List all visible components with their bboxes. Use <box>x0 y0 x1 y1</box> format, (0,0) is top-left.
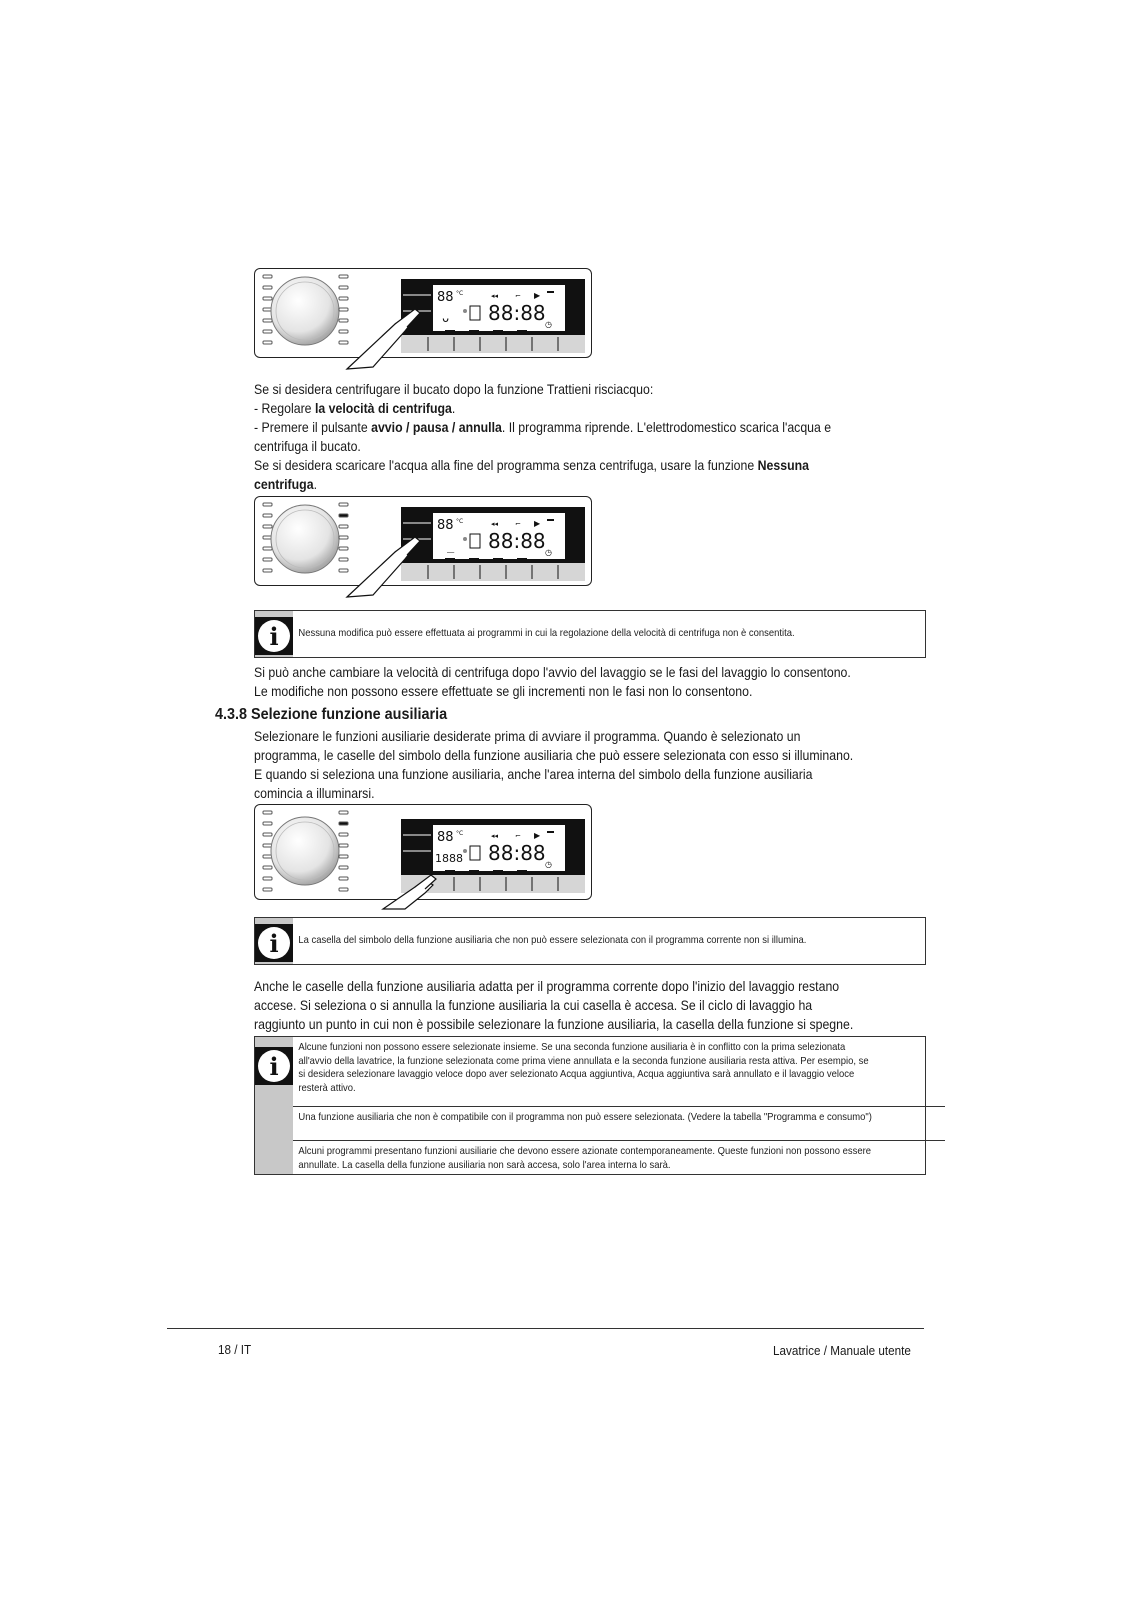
display-time: 88:88 <box>488 301 546 325</box>
svg-text:◷: ◷ <box>545 548 552 557</box>
footer-divider <box>167 1328 924 1329</box>
svg-text:°C: °C <box>456 518 464 525</box>
paragraph-4-line-2: centrifuga. <box>254 476 317 492</box>
svg-text:88: 88 <box>437 518 454 533</box>
paragraph-3-line-2: centrifuga il bucato. <box>254 438 361 454</box>
paragraph-5: Si può anche cambiare la velocità di centrifuga dopo l'avvio del lavaggio se le fasi del lavaggio lo consentono. <box>254 664 851 680</box>
paragraph-7-line-3: raggiunto un punto in cui non è possibile selezionare la funzione ausiliaria, la casella della funzione si spegne. <box>254 1016 854 1032</box>
paragraph-5-line-2: Le modifiche non possono essere effettuate se gli incrementi non le fasi non lo consentono. <box>254 683 753 699</box>
svg-text:°C: °C <box>456 290 464 297</box>
paragraph-6: Selezionare le funzioni ausiliarie desiderate prima di avviare il programma. Quando è selezionato un <box>254 728 801 744</box>
control-panel-illustration-1 <box>254 268 592 358</box>
info-icon: i <box>255 617 293 655</box>
svg-text:◷: ◷ <box>545 860 552 869</box>
info-icon: i <box>255 1047 293 1085</box>
info-icon: i <box>255 924 293 962</box>
function-button-strip <box>401 335 585 353</box>
info-note-2 <box>254 917 926 965</box>
note-text: La casella del simbolo della funzione ausiliaria che non può essere selezionata con il programma corrente non si illumina. <box>298 934 807 946</box>
svg-text:°C: °C <box>456 830 464 837</box>
svg-text:88:88: 88:88 <box>488 841 546 865</box>
spin-speed-label: la velocità di centrifuga <box>314 400 452 416</box>
svg-text:▶: ▶ <box>534 519 541 528</box>
section-heading: 4.3.8 Selezione funzione ausiliaria <box>215 706 448 723</box>
paragraph-3: - Premere il pulsante avvio / pausa / annulla. Il programma riprende. L'elettrodomestico scarica l'acqua e <box>254 419 832 435</box>
program-leds-right <box>339 275 348 344</box>
svg-text:◂◂: ◂◂ <box>491 292 499 300</box>
paragraph-7-line-2: accese. Si seleziona o si annulla la funzione ausiliaria la cui casella è accesa. Se il ciclo di lavaggio ha <box>254 997 813 1013</box>
paragraph-1: Se si desidera centrifugare il bucato dopo la funzione Trattieni risciacquo: <box>254 381 654 397</box>
panel-drawing <box>255 497 591 607</box>
program-knob <box>271 505 339 573</box>
svg-text:⌐: ⌐ <box>515 832 521 840</box>
control-panel-illustration-2 <box>254 496 592 586</box>
svg-text:▶: ▶ <box>534 291 541 300</box>
paragraph-6-line-2: programma, le caselle del simbolo della funzione ausiliaria che può essere selezionata con esso si illuminano. <box>254 747 854 763</box>
paragraph-4: Se si desidera scaricare l'acqua alla fine del programma senza centrifuga, usare la funzione Nessuna <box>254 457 810 473</box>
panel-drawing <box>255 269 591 379</box>
svg-text:◷: ◷ <box>545 320 552 329</box>
panel-drawing <box>255 805 591 925</box>
display-spin: ᴗ <box>442 311 450 325</box>
paragraph-2: - Regolare la velocità di centrifuga. <box>254 400 456 416</box>
svg-text:88:88: 88:88 <box>488 529 546 553</box>
paragraph-6-line-4: comincia a illuminarsi. <box>254 785 375 801</box>
document-title: Lavatrice / Manuale utente <box>773 1343 911 1358</box>
svg-text:⌐: ⌐ <box>515 292 521 300</box>
svg-text:▶: ▶ <box>534 831 541 840</box>
note-text: Nessuna modifica può essere effettuata ai programmi in cui la regolazione della velocità di centrifuga non è consentita. <box>298 627 795 639</box>
paragraph-6-line-3: E quando si seleziona una funzione ausiliaria, anche l'area interna del simbolo della funzione ausiliaria <box>254 766 813 782</box>
svg-text:88: 88 <box>437 830 454 845</box>
info-note-1 <box>254 610 926 658</box>
svg-text:⌐: ⌐ <box>515 520 521 528</box>
svg-text:◂◂: ◂◂ <box>491 520 499 528</box>
svg-text:◂◂: ◂◂ <box>491 832 499 840</box>
svg-text:1888: 1888 <box>435 852 463 865</box>
page-number: 18 / IT <box>218 1342 252 1357</box>
program-knob <box>271 817 339 885</box>
svg-text:_: _ <box>447 539 455 553</box>
display-temp: 88 <box>437 290 454 305</box>
note-text: Alcuni programmi presentano funzioni ausiliarie che devono essere azionate contemporaneamente. Queste funzioni non possono essere annullate. La casella della funzione ausiliaria non sarà accesa, solo l'area interna lo sarà. <box>298 1145 872 1171</box>
paragraph-7: Anche le caselle della funzione ausiliaria adatta per il programma corrente dopo l'inizio del lavaggio restano <box>254 978 840 994</box>
info-note-3 <box>254 1036 926 1175</box>
control-panel-illustration-3 <box>254 804 592 900</box>
note-text: Alcune funzioni non possono essere selezionate insieme. Se una seconda funzione ausiliaria è in conflitto con la prima selezionata all'avvio della lavatrice, la funzione selezionata come prima viene annullata e la seconda funzione ausiliaria resta attiva. Per esempio, se si desidera selezionare lavaggio veloce dopo aver selezionato Acqua aggiuntiva, Acqua aggiuntiva sarà annullato e il lavaggio veloce resterà attivo. <box>298 1041 869 1094</box>
start-pause-label: avvio / pausa / annulla <box>371 419 502 435</box>
note-text: Una funzione ausiliaria che non è compatibile con il programma non può essere selezionata. (Vedere la tabella "Programma e consumo") <box>298 1111 872 1123</box>
program-knob <box>271 277 339 345</box>
